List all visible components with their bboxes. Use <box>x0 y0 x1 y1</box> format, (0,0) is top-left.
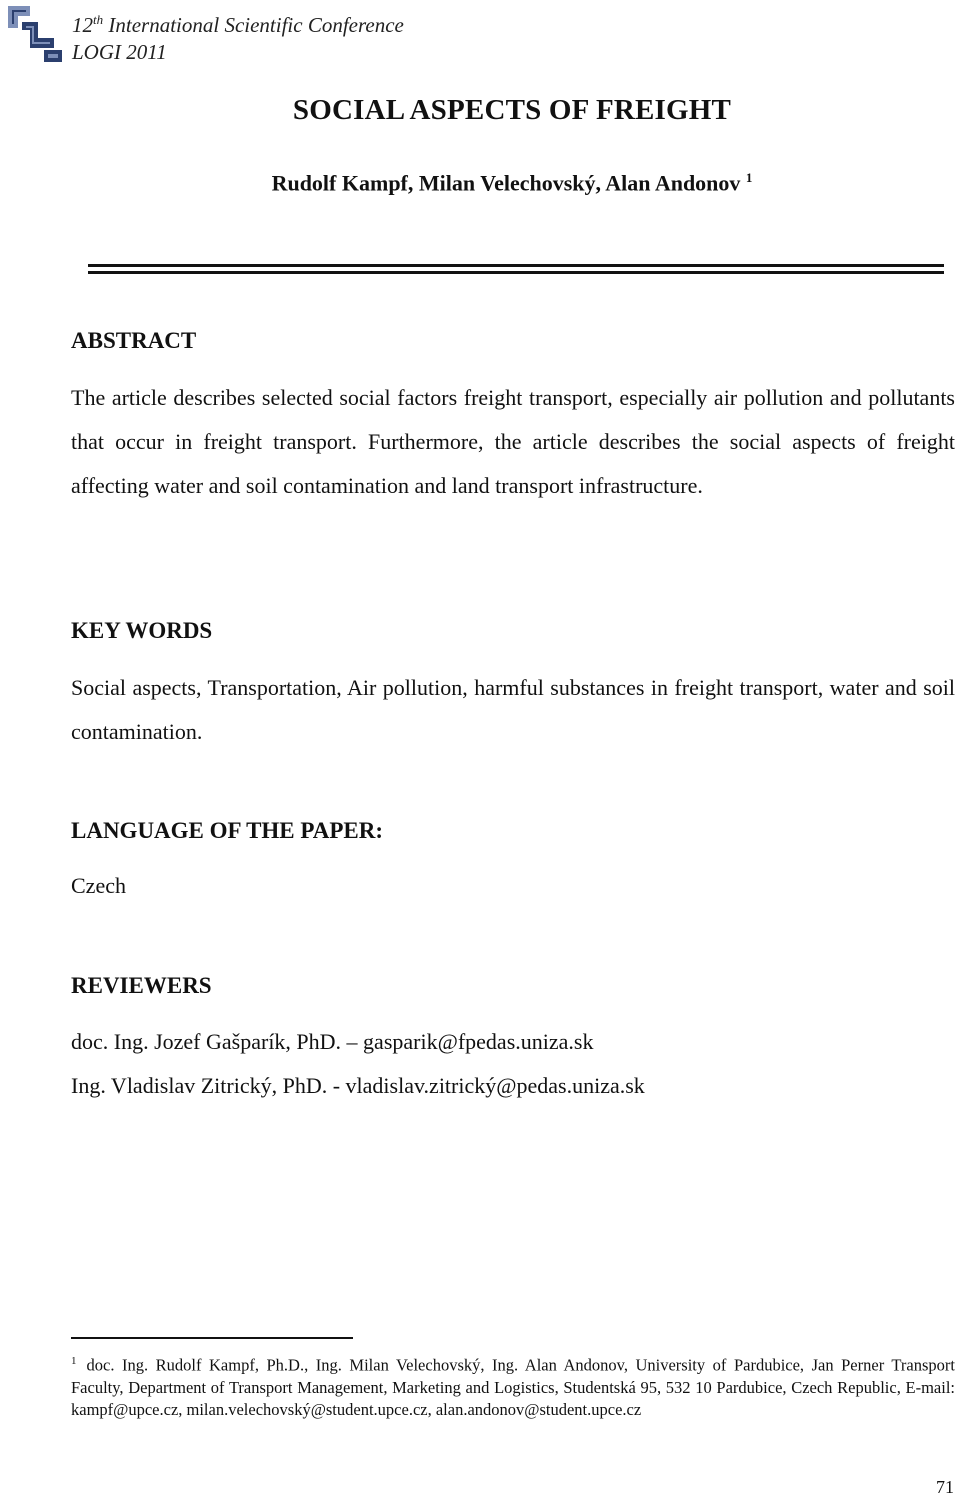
keywords-text: Social aspects, Transportation, Air pollution, harmful substances in freight transport, water and soil contamination. <box>71 675 955 744</box>
divider-rule-top <box>88 264 944 267</box>
footnote-text: doc. Ing. Rudolf Kampf, Ph.D., Ing. Milan Velechovský, Ing. Alan Andonov, University of Pardubice, Jan Perner Transport Faculty, Department of Transport Management, Marketing and Logistics, Studentská 95, 532 10 Pardubice, Czech Republic, E-mail: kampf@upce.cz, milan.velechovský@student.upce.cz, alan.andonov@student.upce.cz <box>71 1355 955 1420</box>
page-number: 71 <box>936 1477 954 1497</box>
reviewer-item: Ing. Vladislav Zitrický, PhD. - vladislav.zitrický@pedas.uniza.sk <box>71 1073 645 1098</box>
conference-logo-icon <box>4 2 64 64</box>
conference-line <box>72 6 404 39</box>
paper-title: SOCIAL ASPECTS OF FREIGHT <box>292 94 732 126</box>
reviewers-heading: REVIEWERS <box>71 973 212 998</box>
reviewer-item: doc. Ing. Jozef Gašparík, PhD. – gasparik@fpedas.uniza.sk <box>71 1029 594 1054</box>
language-value: Czech <box>71 873 126 898</box>
conference-ordinal: 12 <box>72 13 93 37</box>
conference-short: LOGI 2011 <box>72 40 167 64</box>
author-footnote-mark: 1 <box>745 170 753 185</box>
abstract-heading: ABSTRACT <box>71 328 197 353</box>
conference-header <box>72 6 404 66</box>
author-names: Rudolf Kampf, Milan Velechovský, Alan Andonov <box>271 170 741 196</box>
keywords-heading: KEY WORDS <box>71 618 213 643</box>
footnote <box>71 1350 955 1422</box>
footnote-mark: 1 <box>71 1355 77 1367</box>
abstract-text: The article describes selected social factors freight transport, especially air pollution and pollutants that occur in freight transport. Furthermore, the article describes the social aspects of freight affecting water and soil contamination and land transport infrastructure. <box>71 385 955 498</box>
conference-ordinal-sup: th <box>93 12 104 27</box>
paper-authors <box>0 170 960 196</box>
conference-name: International Scientific Conference <box>103 13 404 37</box>
divider-rule-bottom <box>88 271 944 274</box>
footnote-separator <box>71 1337 353 1339</box>
language-heading: LANGUAGE OF THE PAPER: <box>71 818 384 843</box>
